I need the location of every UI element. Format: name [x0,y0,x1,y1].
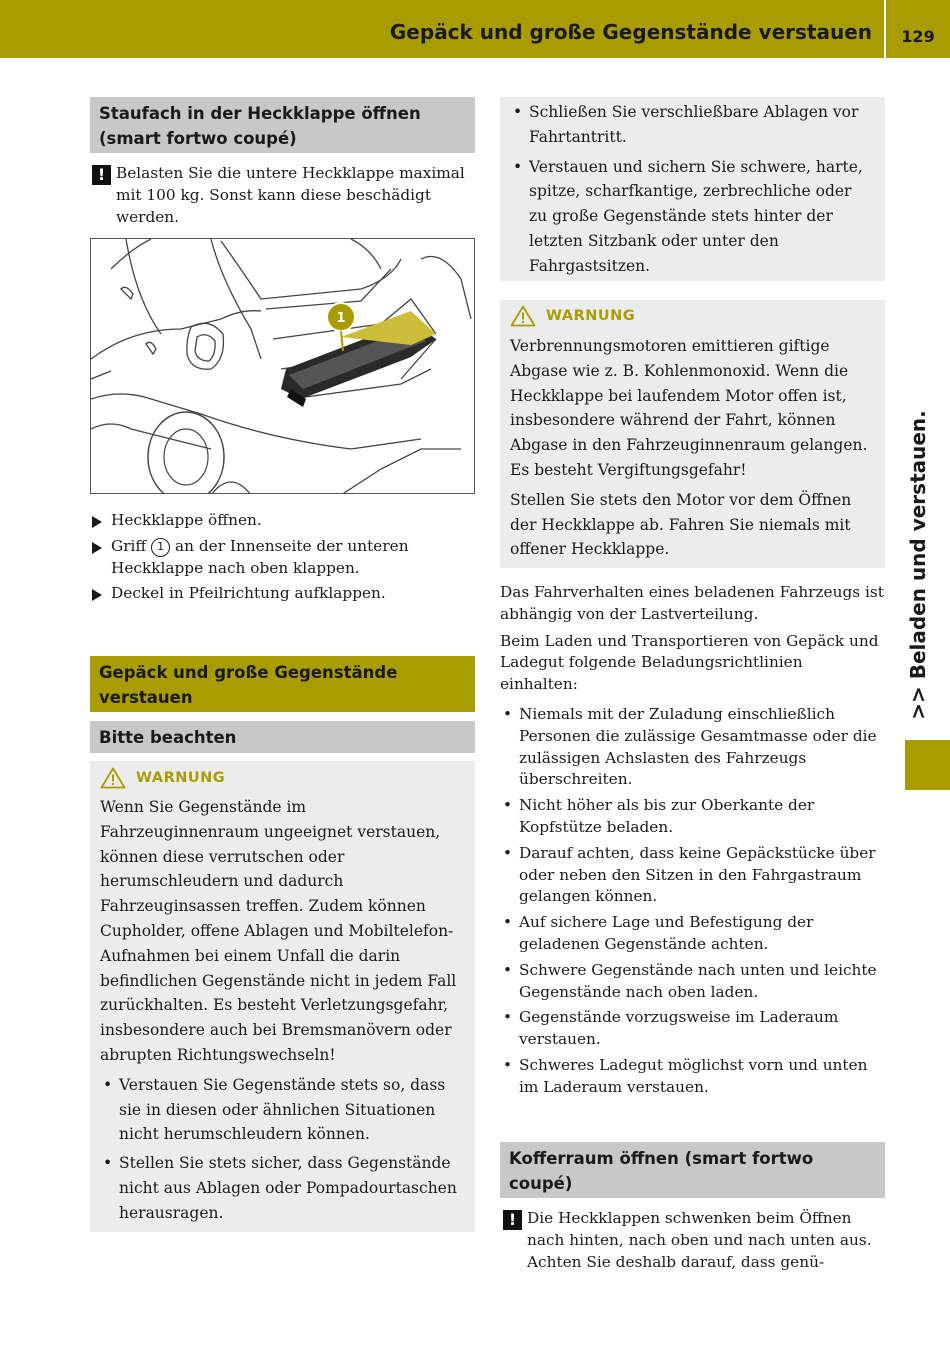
steps-list [92,510,475,609]
list-item: • Verstauen und sichern Sie schwere, harte, spitze, scharfkantige, zerbrechliche oder zu große Gegenstände stets hinter der letzten Sitzbank oder unter den Fahrgastsitzen. [510,155,873,279]
subheading-bitte-beachten [90,721,475,753]
step-text-post: an der Innenseite der unteren Heckklappe nach oben klappen. [111,536,409,577]
warning-text: Wenn Sie Gegenstände im Fahrzeuginnenraum ungeeignet verstauen, können diese verrutschen oder herumschleudern und dadurch Fahrzeuginsassen treffen. Zudem können Cupholder, offene Ablagen und Mobiltelefon-Aufnahmen bei einem Unfall die darin befindlichen Gegenstände nicht in jedem Fall zurückhalten. Es besteht Verletzungsgefahr, insbesondere auch bei Bremsmanövern oder abrupten Richtungswechseln! [100,798,457,1064]
step-text: Deckel in Pfeilrichtung aufklappen. [111,584,386,603]
list-item: • Schweres Ladegut möglichst vorn und unten im Laderaum verstauen. [500,1055,885,1099]
body-paragraph: Beim Laden und Transportieren von Gepäck und Ladegut folgende Beladungsrichtlinien einhalten: [500,631,879,694]
body-paragraph: Das Fahrverhalten eines beladenen Fahrzeugs ist abhängig von der Lastverteilung. [500,583,884,623]
list-item: • Gegenstände vorzugsweise im Laderaum verstauen. [500,1007,885,1051]
section-heading-text: Gepäck und große Gegenstände verstauen [99,663,398,707]
exclamation-icon: ! [503,1210,522,1230]
section-heading-gepaeck [90,656,475,712]
warning-box-left [90,761,475,1232]
step-text [111,536,475,580]
header-bar [0,0,884,58]
warning-label: WARNUNG [546,308,636,324]
arrow-right-icon [92,589,102,601]
note-text: Belasten Sie die untere Heckklappe maximal mit 100 kg. Sonst kann diese beschädigt werden. [116,164,465,226]
step-text: Heckklappe öffnen. [111,511,262,529]
warning-triangle-icon [510,305,536,327]
figure-callout-1: 1 [336,311,346,326]
info-box-right [500,97,885,281]
side-tab-label: >> Beladen und verstauen. [906,410,930,720]
list-item: • Schließen Sie verschließbare Ablagen vor Fahrtantritt. [510,100,873,150]
arrow-right-icon [92,516,102,528]
section-heading-text: Kofferraum öffnen (smart fortwo coupé) [509,1149,814,1193]
info-bullets [510,100,873,279]
note-notice [503,1208,885,1273]
warning-header [510,305,876,327]
page-number-box [886,0,950,58]
running-title: Gepäck und große Gegenstände verstauen [389,20,872,44]
list-item: • Auf sichere Lage und Befestigung der geladenen Gegenstände achten. [500,912,885,956]
car-rear-drawing [91,239,475,494]
note-notice [92,163,475,228]
warning-bullets [100,1073,466,1226]
side-tab [898,400,938,730]
list-item: • Stellen Sie stets sicher, dass Gegenstände nicht aus Ablagen oder Pompadourtaschen herausragen. [100,1151,466,1225]
arrow-right-icon [92,542,102,554]
section-heading-staufach [90,97,475,153]
loading-rules-list [500,704,885,1099]
section-heading-kofferraum [500,1142,885,1198]
tailgate-illustration [90,238,475,494]
step-item [92,510,475,532]
callout-circle: 1 [151,538,170,557]
warning-label: WARNUNG [136,770,226,786]
step-item [92,583,475,605]
exclamation-icon: ! [92,165,111,185]
warning-triangle-icon [100,767,126,789]
list-item: • Verstauen Sie Gegenstände stets so, dass sie in diesen oder ähnlichen Situationen nicht herumschleudern können. [100,1073,466,1147]
list-item: • Niemals mit der Zuladung einschließlich Personen die zulässige Gesamtmasse oder die zulässigen Achslasten des Fahrzeugs überschreiten. [500,704,885,791]
step-item [92,536,475,580]
list-item: • Nicht höher als bis zur Oberkante der Kopfstütze beladen. [500,795,885,839]
page-number: 129 [901,27,935,46]
warning-box-right [500,300,885,568]
note-text: Die Heckklappen schwenken beim Öffnen nach hinten, nach oben und nach unten aus. Achten Sie deshalb darauf, dass genü- [527,1209,872,1271]
list-item: • Schwere Gegenstände nach unten und leichte Gegenstände nach oben laden. [500,960,885,1004]
warning-header [100,767,466,789]
warning-paragraph: Stellen Sie stets den Motor vor dem Öffnen der Heckklappe ab. Fahren Sie niemals mit offener Heckklappe. [510,490,852,559]
warning-paragraph: Verbrennungsmotoren emittieren giftige Abgase wie z. B. Kohlenmonoxid. Wenn die Heckklappe bei laufendem Motor offen ist, insbesondere während der Fahrt, können Abgase in den Fahrzeuginnenraum gelangen. Es besteht Vergiftungsgefahr! [510,337,868,479]
step-text-pre: Griff [111,536,147,555]
side-tab-marker [905,740,950,790]
list-item: • Darauf achten, dass keine Gepäckstücke über oder neben den Sitzen in den Fahrgastraum gelangen können. [500,843,885,908]
body-text [500,582,885,1103]
section-heading-text: Staufach in der Heckklappe öffnen (smart fortwo coupé) [99,104,421,148]
subheading-text: Bitte beachten [99,728,237,747]
